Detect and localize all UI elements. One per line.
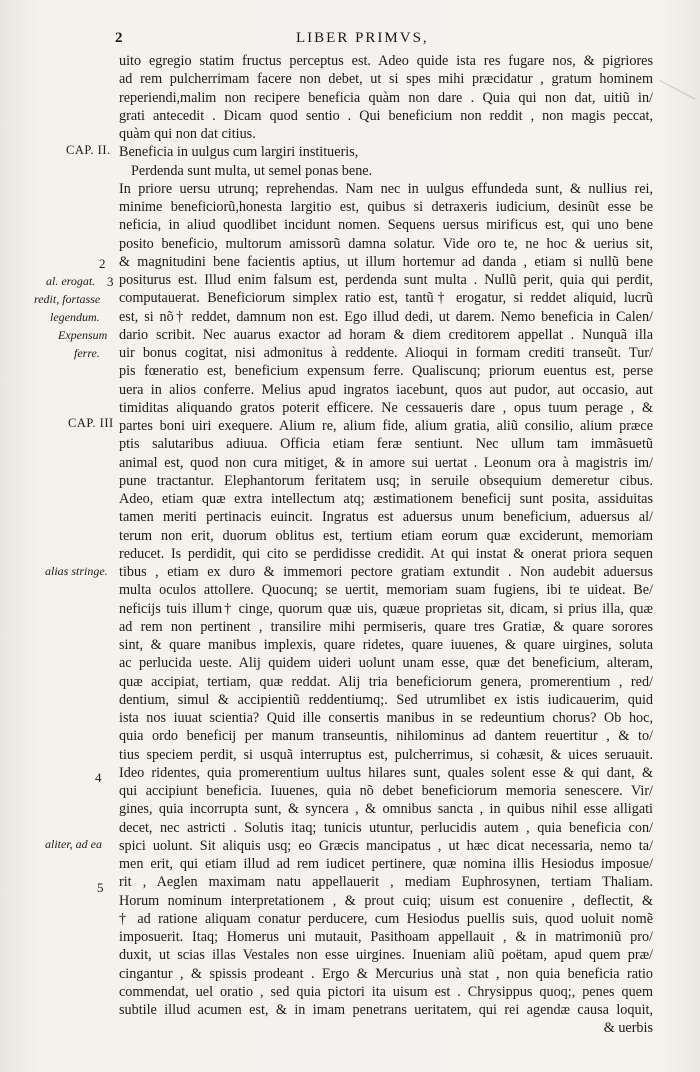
text-line: Beneficia in uulgus cum largiri institueris, xyxy=(119,144,359,161)
text-line: tamen meriti pertinacis euincit. Ingratus est aduersus unum beneficium, aduersus al/ xyxy=(119,509,653,526)
text-line: ista nos iuuat scientia? Quid ille consertis manibus in se redeuntium chorus? Ob hoc, xyxy=(119,710,653,726)
main-text-block xyxy=(119,52,653,1038)
text-line: & magnitudini bene facientis aptius, ut illum hortemur ad danda , etiam si nullũ bene xyxy=(119,253,653,270)
text-line: partes boni uiri exequere. Alium re, alium fide, alium gratia, aliũ consilio, alium præce xyxy=(119,418,653,434)
text-line: computauerat. Beneficiorum simplex ratio est, tantũ† erogatur, si reddet aliquid, lucrũ xyxy=(119,290,653,307)
margin-number-3: 3 xyxy=(107,274,114,289)
text-line: cingantur , & spissis prodeant . Ergo & Mercurius unà stat , non quia beneficia ratio xyxy=(119,965,653,982)
text-line: uito egregio statim fructus perceptus est. Adeo quide ista res fugare nos, & pigriores xyxy=(119,53,653,69)
text-line: uera in alios conferre. Melius apud ingratos iacebunt, quos aut pudor, aut occasio, aut xyxy=(119,381,653,398)
margin-number-5: 5 xyxy=(97,880,104,895)
text-line: pis fœneratio est, beneficium expensum ferre. Qualiscunq; priorum euentus est, perse xyxy=(119,363,653,380)
text-line: minime beneficiorũ,honesta largitio est, quibus si detraxeris iudicium, desinũt esse be xyxy=(119,199,653,215)
margin-note-ferre: ferre. xyxy=(74,346,100,360)
text-line: quàm qui non dat citius. xyxy=(119,126,256,142)
text-line: neficia, in aliud quodlibet incidunt nomen. Sequens uersus mirificus est, qui uno bene xyxy=(119,217,653,234)
margin-note-aliter: aliter, ad ea xyxy=(45,837,102,851)
text-line: tibus , etiam ex duro & immemori pectore gratiam extundit . Non audebit aduersus xyxy=(119,564,653,580)
text-line: timiditas aliquando gratos poterit efficere. Ne cessaueris dare , opus tuum perage , & xyxy=(119,399,653,416)
text-line: reducet. Is perdidit, qui cito se perdidisse credidit. At qui instat & onerat priora sequen xyxy=(119,545,653,562)
margin-chapter-2: CAP. II. xyxy=(66,143,111,157)
text-line: grati antecedit . Dicam quod sentio . Qui beneficium non reddit , non magis peccat, xyxy=(119,107,653,124)
text-line: gines, quia incorrupta sunt, & syncera , & omnibus sancta , in quibus nihil esse alligati xyxy=(119,801,653,818)
text-line: ptis salutaribus adiuua. Officia etiam feræ sentiunt. Nec ullum tam immãsuetũ xyxy=(119,436,653,453)
margin-number-4: 4 xyxy=(95,770,102,785)
margin-note-expensum: Expensum xyxy=(58,328,108,342)
text-line: posito beneficio, multorum amissorũ damna solatur. Vide oro te, ne hoc & uerius sit, xyxy=(119,235,653,252)
running-head: LIBER PRIMVS, xyxy=(296,30,429,46)
text-line: reperiendi,malim non recipere beneficia quàm non dare . Quia qui non dat, uitiũ in/ xyxy=(119,89,653,106)
text-line: multa oculos attollere. Quocunq; se uertit, memoriam suam fugiens, ibi te uideat. Be/ xyxy=(119,582,653,599)
text-line: quæ accipiat, tertiam, quæ reddat. Alij tria beneficiorum genera, promerentium , red/ xyxy=(119,673,653,690)
margin-note-legendum: legendum. xyxy=(50,310,100,324)
text-line: uir bonus cogitat, nisi admonitus à reddente. Alioqui in formam crediti transeũt. Tur/ xyxy=(119,345,653,361)
text-line: neficijs tuis illum† cinge, quorum quæ uis, quæue proprietas sit, dicam, si prius illa, quæ xyxy=(119,600,653,617)
text-line: decet, nec astricti . Solutis itaq; tunicis utuntur, perlucidis autem , quia beneficia con/ xyxy=(119,819,653,836)
text-line: terum non erit, duorum oblitus est, tertium etiam eorum quæ exciderunt, memoriam xyxy=(119,527,653,544)
text-line: quia ordo beneficij per manum transeuntis, nihilominus ad dantem reuertitur , & to/ xyxy=(119,728,653,745)
margin-chapter-3: CAP. III xyxy=(68,416,114,430)
text-line: dario scribit. Nec auarus exactor ad horam & diem creditorem appellat . Nunquã illa xyxy=(119,326,653,343)
text-line: pune tractantur. Elephantorum feritatem usq; in seruile obsequium demeretur cibus. xyxy=(119,472,653,489)
text-line: tius speciem perdit, si usquã interruptus est, pulcherrimus, si cohæsit, & uices seruauit. xyxy=(119,746,653,763)
text-line: rit , Aeglen maximam natu appellauerit , mediam Euphrosynen, tertiam Thaliam. xyxy=(119,874,653,891)
margin-number-2: 2 xyxy=(99,256,106,271)
margin-note-erogat: al. erogat. xyxy=(46,274,96,288)
text-line: Perdenda sunt multa, ut semel ponas bene. xyxy=(131,162,373,179)
text-line: est, si nõ† reddet, damnum non est. Ego illud dedi, ut darem. Nemo beneficia in Calen/ xyxy=(119,308,653,325)
text-line: imposuerit. Itaq; Homerus uni mutauit, Pasithoam appellauit , & in matrimoniũ pro/ xyxy=(119,929,653,945)
text-line: ad rem non pertinent , transilire mihi permiseris, quare tres Gratiæ, & quare sorores xyxy=(119,618,653,635)
text-line: Horum nominum interpretationem , & prout cuiq; uisum est conuenire , deflectit, & xyxy=(119,892,653,909)
text-line: † ad ratione aliquam conatur perducere, cum Hesiodus puellis suis, quod uoluit nomẽ xyxy=(119,910,653,927)
text-line: qui accipiunt beneficia. Iuuenes, quia nõ debet beneficiorum memoria senescere. Vir/ xyxy=(119,783,653,799)
text-line: sint, & quare manibus implexis, quare ridetes, quare iuuenes, & quare uirgines, soluta xyxy=(119,637,653,653)
text-line: subtile illud acumen est, & in imam penetrans ueritatem, qui rei agendæ causa loquit, xyxy=(119,1002,653,1018)
text-line: dentium, simul & accipientiũ reddentiumq;. Sed utrumlibet ex istis iudicauerim, quid xyxy=(119,691,653,708)
text-line: men erit, qui etiam illud ad rem iudicet pertinere, quæ nomina illis Hesiodus imposue/ xyxy=(119,856,653,872)
text-line: ad rem pulcherrimam facere non debet, ut si spes mihi præcidatur , gratum hominem xyxy=(119,71,653,88)
text-line: duxit, ut scias illas Vestales non esse uirgines. Inueniam aliũ poëtam, apud quem præ/ xyxy=(119,947,653,964)
text-line: In priore uersu utrunq; reprehendas. Nam nec in uulgus effundeda sunt, & nullius rei, xyxy=(119,180,653,197)
text-line: & uerbis xyxy=(603,1020,653,1037)
text-line: spici uolunt. Sit aliquis usq; eo Græcis mancipatus , ut hæc dicat necessaria, nemo ta/ xyxy=(119,837,653,854)
folio-number: 2 xyxy=(115,30,123,46)
margin-note-stringe: alias stringe. xyxy=(45,564,108,578)
text-line: positurus est. Illud enim falsum est, perdenda sunt multa . Nullũ perit, quia qui perdit, xyxy=(119,272,653,288)
margin-note-redit: redit, fortasse xyxy=(34,292,101,306)
text-line: commendat, uel oratio , sed quia pictori ita uisum est . Chrysippus quoq;, penes quem xyxy=(119,983,653,1000)
text-line: ac perlucida ueste. Alij quidem uideri uolunt unam esse, quæ det beneficium, alteram, xyxy=(119,655,653,672)
text-line: Adeo, etiam quæ extra intellectum atq; æstimationem beneficij sunt posita, assiduitas xyxy=(119,491,653,507)
text-line: animal est, quod non cura mitiget, & in amore sui uertat . Leonum ora à magistris im/ xyxy=(119,454,653,471)
text-line: Ideo ridentes, quia promerentium uultus hilares sunt, quales solent esse & qui dant, & xyxy=(119,764,653,781)
